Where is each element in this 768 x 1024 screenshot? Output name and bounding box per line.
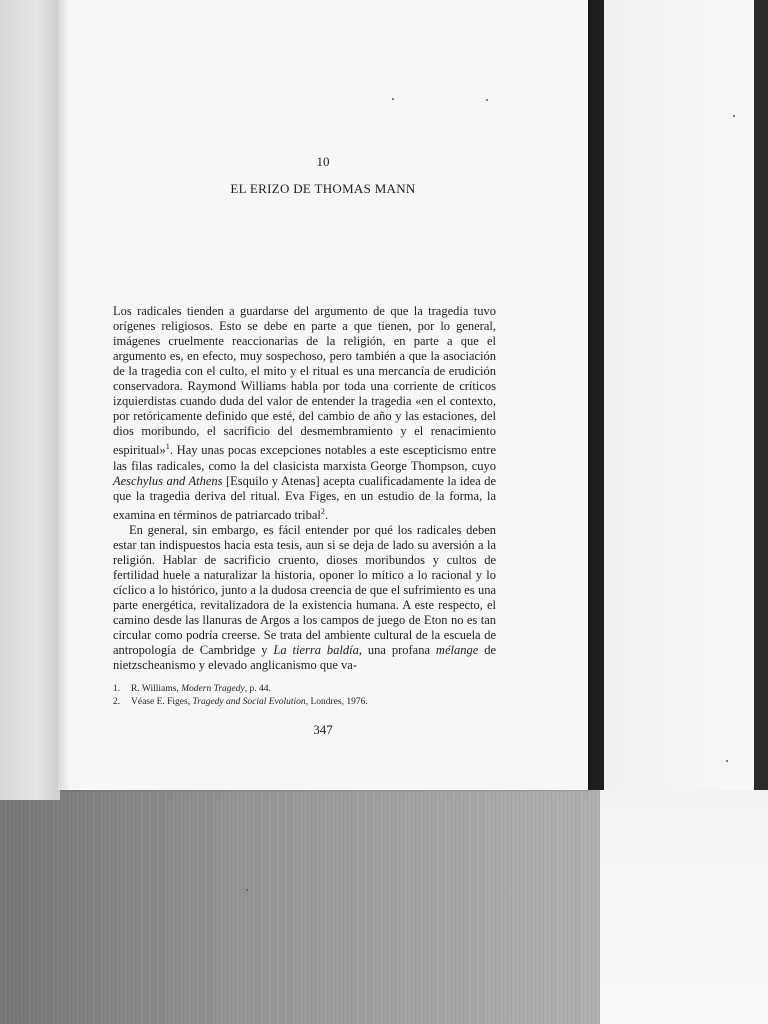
footnote-number: 1. <box>113 684 121 694</box>
text-run: Los radicales tienden a guardarse del argumento de que la tragedia tuvo orígenes religiosos. Esto se debe en parte a que tienen, por lo general, imágenes cruelmente reaccionarias de la religión, en parte a que el argumento es, en efecto, muy sospechoso, pero también a que la asociación de la tragedia con el culto, el mito y el ritual es una mercancía de erudición conservadora. Raymond Williams habla por toda una corriente de críticos izquierdistas cuando duda del valor de entender la tragedia «en el contexto, por retóricamente definido que esté, del cambio de año y las estaciones, del dios moribundo, el sacrificio del desmembramiento y el renacimiento espiritual» <box>113 304 496 458</box>
text-run: R. Williams, <box>131 684 182 694</box>
footnotes <box>113 683 496 709</box>
text-run: Véase E. Figes, <box>131 697 193 707</box>
footnote-text <box>131 683 271 696</box>
scanner-bed-light <box>600 780 768 1024</box>
italic-text: La tierra baldía <box>273 643 359 658</box>
gutter-shadow <box>58 0 70 790</box>
text-run: En general, sin embargo, es fácil entender por qué los radicales deben estar tan indispuestos hacia esta tesis, aun si se deja de lado su aversión a la religión. Hablar de sacrificio cruento, dioses moribundos y cultos de fertilidad huele a naturalizar la historia, oponer lo mítico a lo racional y lo cíclico a lo histórico, junto a la dudosa creencia de que el sufrimiento es una parte energética, revitalizadora de la existencia humana. A este respecto, el camino desde las llanuras de Argos a los campos de juego de Eton no es tan circular como podría creerse. Se trata del ambiente cultural de la escuela de antropología de Cambridge y <box>113 522 496 658</box>
speck <box>726 760 728 762</box>
italic-text: Modern Tragedy <box>181 684 245 694</box>
chapter-number: 10 <box>316 154 330 169</box>
speck <box>392 98 394 100</box>
footnote <box>113 683 496 696</box>
text-run: , Londres, 1976. <box>305 697 368 707</box>
footnote-reference: 1 <box>165 442 170 452</box>
text-run: , una profana <box>358 643 436 658</box>
speck <box>486 99 488 101</box>
italic-text: Tragedy and Social Evolution <box>192 697 306 707</box>
chapter-title: EL ERIZO DE THOMAS MANN <box>230 181 416 196</box>
footnote <box>113 696 496 709</box>
facing-page-edge <box>0 0 60 800</box>
scanner-margin <box>604 0 768 790</box>
text-run: , p. 44. <box>244 684 271 694</box>
speck <box>246 889 248 891</box>
footnote-reference: 2 <box>320 506 325 516</box>
paragraph <box>113 523 496 673</box>
text-run: . <box>324 507 329 522</box>
text-run: de nietzscheanismo y elevado anglicanismo que va- <box>113 643 496 673</box>
binding-shadow <box>588 0 604 790</box>
footnote-number: 2. <box>113 697 121 707</box>
paragraph <box>113 304 496 523</box>
body-text <box>113 304 496 673</box>
page-number: 347 <box>313 722 333 737</box>
speck <box>733 115 735 117</box>
scanner-edge <box>754 0 768 790</box>
book-page <box>58 0 588 790</box>
italic-text: mélange <box>435 643 479 658</box>
footnote-text <box>131 696 368 709</box>
italic-text: Aeschylus and Athens <box>113 473 223 488</box>
text-run: . Hay unas pocas excepciones notables a este escepticismo entre las filas radicales, como la del clasicista marxista George Thompson, cuyo <box>113 443 496 473</box>
text-run: [Esquilo y Atenas] acepta cualificadamente la idea de que la tragedia deriva del ritual. Eva Figes, en un estudio de la forma, la examina en términos de patriarcado tribal <box>113 473 496 522</box>
